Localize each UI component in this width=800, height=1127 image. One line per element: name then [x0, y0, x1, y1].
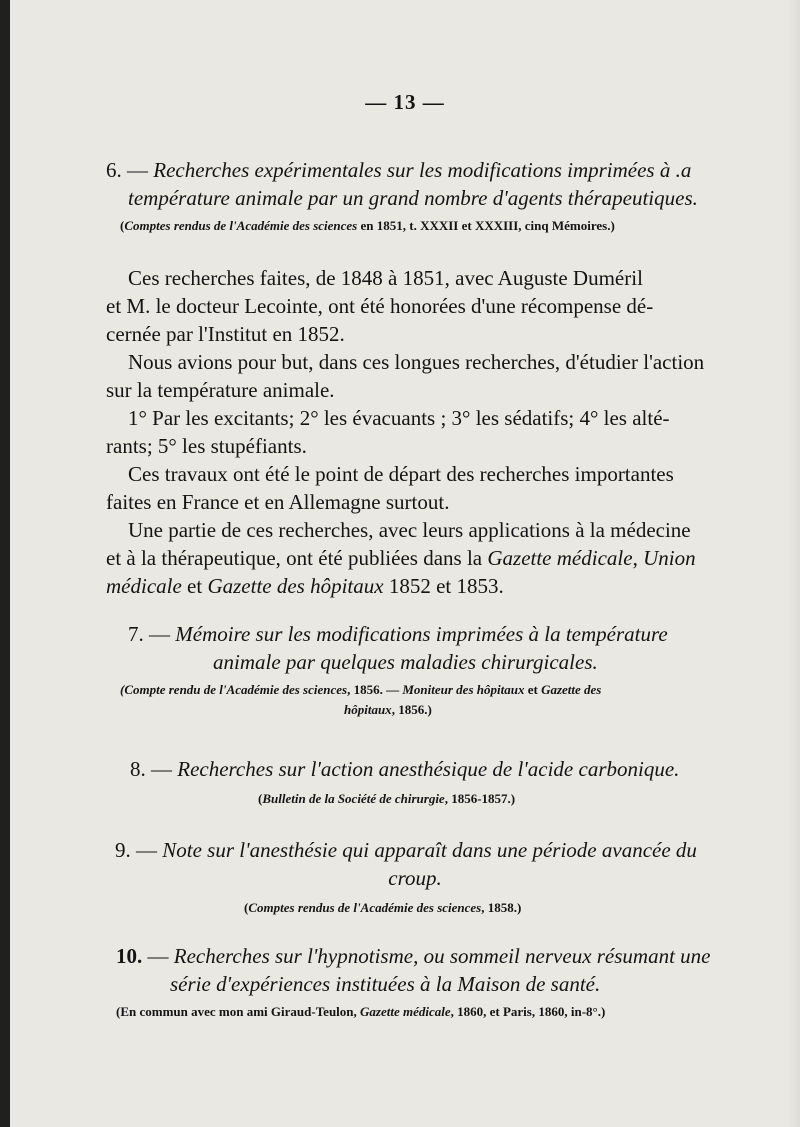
source-text: , 1856. — [347, 682, 403, 697]
entry-title-line: Recherches expérimentales sur les modifications imprimées à .a [153, 158, 692, 182]
source-text: Moniteur des hôpitaux [402, 682, 525, 697]
body-line: faites en France et en Allemagne surtout. [106, 490, 450, 514]
body-line [106, 572, 706, 600]
entry-9-source [244, 898, 521, 918]
body-text-run: et à la thérapeutique, ont été publiées dans la [106, 546, 488, 570]
body-text-run: et [181, 574, 208, 598]
entry-dash: — [147, 944, 169, 968]
source-text: Comptes rendus de l'Académie des sciences [124, 218, 358, 233]
entry-number: 8. [130, 757, 146, 781]
body-line: et M. le docteur Lecointe, ont été honorées d'une récompense dé- [106, 294, 654, 318]
entry-dash: — [149, 622, 170, 646]
body-text-run: 1852 et 1853. [383, 574, 504, 598]
body-text-run: Gazette des hôpitaux [207, 574, 384, 598]
source-text: hôpitaux [344, 702, 392, 717]
source-text: (Compte rendu de l'Académie des sciences [120, 682, 348, 697]
entry-dash: — [136, 838, 157, 862]
source-text: (En commun avec mon ami Giraud-Teulon, [116, 1004, 361, 1019]
entry-8-title [130, 755, 679, 783]
entry-title-line: température animale par un grand nombre d'agents thérapeutiques. [128, 186, 698, 210]
source-text: Gazette des [541, 682, 602, 697]
body-line [106, 544, 706, 572]
source-text: , 1860, et Paris, 1860, in-8°.) [450, 1004, 606, 1019]
entry-7-title [128, 620, 718, 676]
entry-number: 6. [106, 158, 122, 182]
source-text: ( [258, 791, 263, 806]
body-line: cernée par l'Institut en 1852. [106, 322, 345, 346]
entry-title-line: animale par quelques maladies chirurgicales. [213, 650, 598, 674]
body-text-run: , [632, 546, 644, 570]
source-text: Comptes rendus de l'Académie des sciences [248, 900, 482, 915]
source-text: , 1856.) [391, 702, 432, 717]
source-text: et [524, 682, 542, 697]
page-number: — 13 — [365, 90, 445, 114]
body-line: Ces recherches faites, de 1848 à 1851, avec Auguste Duméril [128, 266, 643, 290]
entry-title-line: Note sur l'anesthésie qui apparaît dans une période avancée du [162, 838, 697, 862]
body-text [106, 264, 706, 600]
entry-10-source [116, 1002, 605, 1022]
entry-6-title [106, 156, 716, 212]
document-page [10, 0, 800, 1127]
source-text: ( [244, 900, 249, 915]
entry-title-line: croup. [388, 866, 442, 890]
body-line: sur la température animale. [106, 378, 335, 402]
entry-6-source [120, 216, 615, 236]
body-line: 1° Par les excitants; 2° les évacuants ; 3° les sédatifs; 4° les alté- [128, 406, 670, 430]
entry-dash: — [127, 158, 148, 182]
source-text: , 1856-1857.) [444, 791, 516, 806]
body-line: Une partie de ces recherches, avec leurs applications à la médecine [128, 518, 691, 542]
body-line: Nous avions pour but, dans ces longues recherches, d'étudier l'action [128, 350, 705, 374]
source-text: , 1858.) [481, 900, 522, 915]
body-text-run: médicale [106, 574, 182, 598]
body-text-run: Union [643, 546, 696, 570]
entry-title-line: Mémoire sur les modifications imprimées à la température [175, 622, 668, 646]
source-text: en 1851, t. XXXII et XXXIII, cinq Mémoires.) [357, 218, 615, 233]
body-text-run: Gazette médicale [487, 546, 633, 570]
body-line: Ces travaux ont été le point de départ des recherches importantes [128, 462, 674, 486]
entry-dash: — [151, 757, 172, 781]
source-text: Bulletin de la Société de chirurgie [262, 791, 445, 806]
source-text: ( [120, 218, 125, 233]
entry-number: 10. [116, 944, 143, 968]
entry-number: 7. [128, 622, 144, 646]
entry-title-line: série d'expériences instituées à la Maison de santé. [170, 972, 601, 996]
entry-9-title [115, 836, 715, 892]
entry-8-source [258, 789, 515, 809]
entry-7-source [120, 680, 720, 720]
entry-10-title [116, 942, 716, 998]
entry-title-line: Recherches sur l'hypnotisme, ou sommeil nerveux résumant une [173, 944, 711, 968]
source-text: Gazette médicale [360, 1004, 451, 1019]
body-line: rants; 5° les stupéfiants. [106, 434, 307, 458]
entry-title-line: Recherches sur l'action anesthésique de l'acide carbonique. [177, 757, 680, 781]
entry-number: 9. [115, 838, 131, 862]
